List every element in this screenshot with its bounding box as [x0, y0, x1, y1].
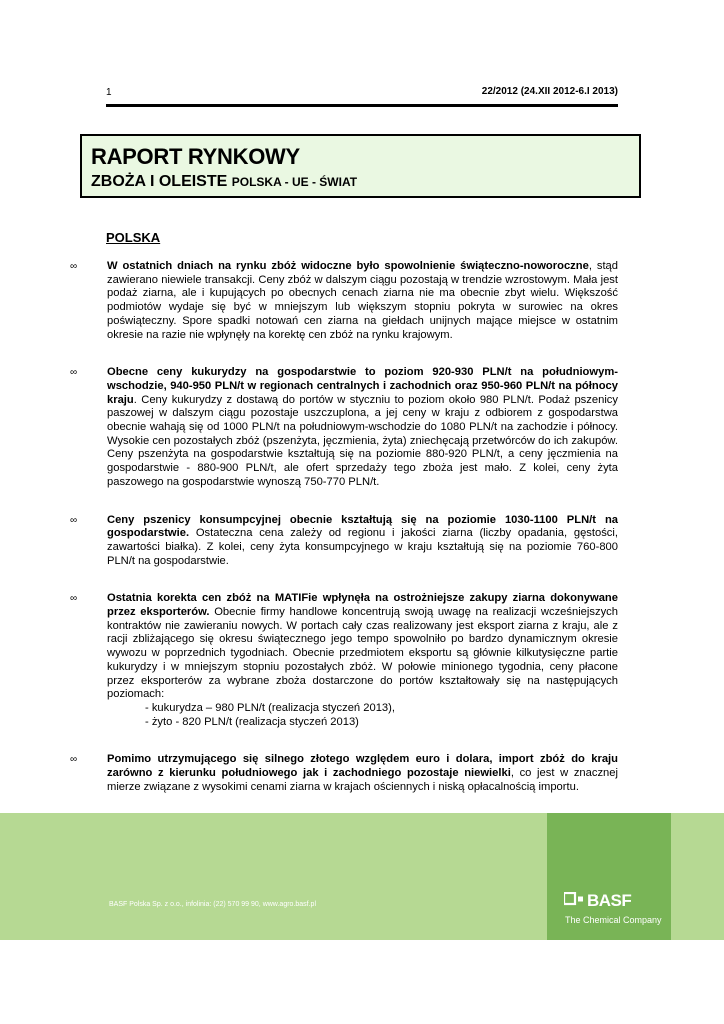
- infinity-bullet-icon: ∞: [70, 367, 78, 379]
- export-price-list: [107, 702, 618, 729]
- bullet-item: [70, 753, 618, 794]
- bullet-lead: Pomimo utrzymującego się silnego złotego względem euro i dolara, import zbóż do kraju zarówno z kierunku południowego jak i zachodniego pozostaje niewielki: [107, 753, 618, 780]
- bullet-body: Ostateczna cena zależy od regionu i jakości ziarna (liczby opadania, gęstości, zawartości białka). Z kolei, ceny żyta konsumpcyjnego w kraju kształtują się na poziomie 760-800 PLN/t na gospodarstwie.: [107, 527, 618, 567]
- basf-tagline: The Chemical Company: [565, 915, 662, 925]
- company-info: BASF Polska Sp. z o.o., infolinia: (22) 570 99 90, www.agro.basf.pl: [109, 901, 316, 908]
- subtitle-main: ZBOŻA I OLEISTE: [91, 173, 228, 190]
- bullet-body: Obecnie firmy handlowe koncentrują swoją uwagę na realizacji wcześniejszych kontraktów nie zawieraniu nowych. W portach cały czas realizowany jest eksport ziarna z kraju, ale z racji zbliżającego się okresu świątecznego jego tempo spowolniło po bardzo dynamicznym okresie wywozu w poprzednich tygodniach. Obecnie przedmiotem eksportu są głównie kilkutysięczne partie kukurydzy i w mniejszym stopniu pozostałych zbóż. W połowie minionego tygodnia, ceny płacone przez eksporterów za wybrane zboża dostarczone do portów kształtowały się na następujących poziomach:: [107, 606, 618, 701]
- infinity-bullet-icon: ∞: [70, 514, 78, 526]
- report-title: RAPORT RYNKOWY: [91, 144, 300, 169]
- footer-band: [0, 813, 724, 940]
- basf-squares-icon: [564, 892, 586, 908]
- bullet-item: [70, 514, 618, 569]
- bullet-body: , co jest w znacznej mierze związane z wysokimi cenami ziarna w krajach ościennych i niską opłacalnością importu.: [107, 767, 618, 793]
- bullet-body: , stąd zawierano niewiele transakcji. Ceny zbóż w dalszym ciągu pozostają w trendzie wzrostowym. Mała jest podaż ziarna, ale i kupujących po obecnych cenach ziarna nie ma obecnie zbyt wielu. Większość podmiotów wydaje się być w mniejszym lub większym stopniu pokryta w surowiec na okres poświąteczny. Spore spadki notowań cen ziarna na giełdach unijnych mające miejsce w ostatnim okresie na razie nie wpłynęły na korektę cen zbóż na rynku krajowym.: [107, 260, 618, 341]
- bullet-lead: Ostatnia korekta cen zbóż na MATIFie wpłynęła na ostrożniejsze zakupy ziarna dokonywane przez eksporterów.: [107, 592, 618, 619]
- subtitle-regions: POLSKA - UE - ŚWIAT: [231, 175, 358, 189]
- bullet-list: [70, 260, 618, 795]
- bullet-item: [70, 366, 618, 489]
- bullet-lead: Obecne ceny kukurydzy na gospodarstwie to poziom 920-930 PLN/t na południowym-wschodzie, 940-950 PLN/t w regionach centralnych i zachodnich oraz 950-960 PLN/t na północy kraju: [107, 366, 618, 406]
- infinity-bullet-icon: ∞: [70, 593, 78, 605]
- infinity-bullet-icon: ∞: [70, 754, 78, 766]
- section-heading-polska: POLSKA: [106, 230, 161, 245]
- bullet-body: . Ceny kukurydzy z dostawą do portów w styczniu to poziom około 980 PLN/t. Podaż pszenicy paszowej w dalszym ciągu pozostaje uszczuplona, a jej ceny w kraju z odbiorem z gospodarstwa obecnie wahają się od 1000 PLN/t na południowym-wschodzie do 1080 PLN/t na zachodzie i północy. Wysokie cen pozostałych zbóż (pszenżyta, jęczmienia, żyta) zniechęcają przetwórców do ich zakupów. Ceny pszenżyta na gospodarstwie kształtują się na poziomie 880-920 PLN/t, a ceny jęczmienia na gospodarstwie - 880-900 PLN/t, ale ofert sprzedaży tego zboża jest mało. Z kolei, ceny żyta paszowego na gospodarstwie wynoszą 750-770 PLN/t.: [107, 393, 618, 488]
- issue-number: 22/2012 (24.XII 2012-6.I 2013): [481, 86, 618, 97]
- page-number: 1: [106, 87, 112, 98]
- infinity-bullet-icon: ∞: [70, 261, 78, 272]
- export-price-item: - żyto - 820 PLN/t (realizacja styczeń 2013): [145, 715, 359, 728]
- report-title-box: [80, 134, 641, 198]
- bullet-lead: Ceny pszenicy konsumpcyjnej obecnie kształtują się na poziomie 1030-1100 PLN/t na gospodarstwie.: [107, 513, 618, 540]
- bullet-lead: W ostatnich dniach na rynku zbóż widoczne było spowolnienie świąteczno-noworoczne: [107, 260, 589, 272]
- bullet-item: [70, 592, 618, 729]
- basf-wordmark: BASF: [587, 891, 632, 910]
- basf-logo-box: [547, 813, 671, 940]
- export-price-item: - kukurydza – 980 PLN/t (realizacja styczeń 2013),: [145, 701, 395, 714]
- bullet-item: [70, 260, 618, 342]
- report-subtitle: [91, 173, 357, 191]
- header-rule: [106, 104, 618, 107]
